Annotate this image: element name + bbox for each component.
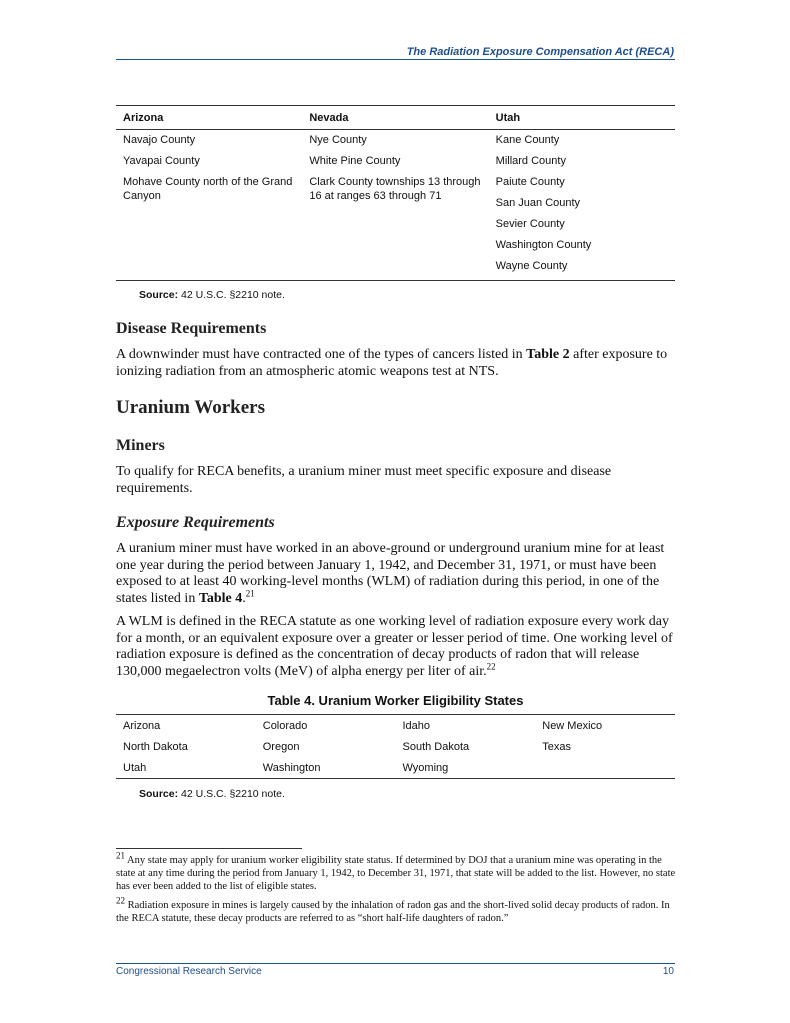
table-row [116,130,675,281]
uranium-workers-heading: Uranium Workers [116,397,266,418]
footnote-21 [116,850,678,893]
table-4-source-note [139,788,285,800]
state-cell: South Dakota [402,740,470,753]
state-cell: Utah [123,761,147,774]
state-cell: Texas [542,740,571,753]
eligibility-states-table [116,714,675,779]
exposure-paragraph-2 [116,614,676,680]
county-item: San Juan County [495,197,581,209]
nevada-column [302,130,488,281]
disease-requirements-heading: Disease Requirements [116,320,267,337]
footer-rule [116,963,675,964]
county-item: White Pine County [309,155,401,167]
county-item: Mohave County north of the Grand Canyon [123,176,293,202]
county-item: Paiute County [495,176,565,188]
footnote-ref-22[interactable]: 22 [486,660,496,671]
miners-heading: Miners [116,437,165,454]
counties-table [116,105,675,281]
disease-text: A downwinder must have contracted one of the types of cancers listed in [116,347,527,362]
utah-column [489,130,675,281]
county-item: Millard County [495,155,566,167]
state-cell: Washington [262,761,321,774]
page-number: 10 [662,966,674,977]
table-row [116,757,675,779]
exposure-paragraph-1 [116,541,676,607]
state-cell: Colorado [262,719,308,732]
footnote-22 [116,895,678,925]
state-cell: Oregon [262,740,300,753]
state-cell [535,757,675,779]
column-header-nevada: Nevada [302,106,488,130]
table-source-note [139,289,285,301]
footnote-separator [116,848,302,849]
exposure-text-end: . [242,590,246,606]
state-cell: New Mexico [542,719,603,732]
source-label: Source: [139,289,179,301]
disease-paragraph [116,347,676,380]
exposure-text: A uranium miner must have worked in an above-ground or underground uranium mine for at least one year during the period between January 1, 1942, and December 31, 1971, or must have been exposed to at least 40 working-level months (WLM) of radiation during this period, in one of the states listed in [116,541,665,606]
wlm-definition-text: A WLM is defined in the RECA statute as one working level of radiation exposure every work day for a month, or an equivalent exposure over a greater or lesser period of time. One working level of radiation exposure is defined as the concentration of decay products of radon that will release 130,000 megaelectron volts (MeV) of alpha energy per liter of air. [116,614,673,679]
table-4-caption: Table 4. Uranium Worker Eligibility States [267,693,524,708]
column-header-arizona: Arizona [116,106,302,130]
footnote-ref-21[interactable]: 21 [245,587,255,598]
county-item: Washington County [495,239,592,251]
disease-text-end: after exposure to ionizing radiation from an atmospheric atomic weapons test at NTS. [116,347,668,379]
exposure-requirements-heading: Exposure Requirements [116,514,275,531]
footnote-text: Radiation exposure in mines is largely caused by the inhalation of radon gas and the short-lived solid decay products of radon. In the RECA statute, these decay products are referred to as “short half-life daughters of radon.” [116,900,670,924]
state-cell: Arizona [123,719,161,732]
source-text: 42 U.S.C. §2210 note. [178,788,285,800]
footnote-number: 22 [116,895,125,906]
county-item: Yavapai County [123,155,200,167]
county-item: Navajo County [123,134,196,146]
miners-paragraph: To qualify for RECA benefits, a uranium miner must meet specific exposure and disease requirements. [116,464,612,496]
header-rule [116,59,675,60]
footer-publisher: Congressional Research Service [116,966,262,977]
county-item: Sevier County [495,218,565,230]
state-cell: Wyoming [402,761,449,774]
arizona-column [116,130,302,281]
county-item: Clark County townships 13 through 16 at ranges 63 through 71 [309,176,481,202]
table-header-row [116,106,675,130]
column-header-utah: Utah [489,106,675,130]
county-item: Wayne County [495,260,568,272]
table-row [116,715,675,737]
table-row [116,736,675,757]
county-item: Nye County [309,134,367,146]
county-item: Kane County [495,134,560,146]
table-2-reference: Table 2 [526,347,570,362]
footnote-number: 21 [116,850,125,861]
source-label: Source: [139,788,179,800]
table-4-reference: Table 4 [198,590,243,606]
running-header-title: The Radiation Exposure Compensation Act (RECA) [406,46,674,58]
source-text: 42 U.S.C. §2210 note. [178,289,285,301]
state-cell: Idaho [402,719,431,732]
footnote-text: Any state may apply for uranium worker eligibility state status. If determined by DOJ that a uranium mine was operating in the state at any time during the period from January 1, 1942, to December 31, 1971, that state will be added to the list. However, no state has ever been added to the list of eligible states. [116,855,676,892]
state-cell: North Dakota [123,740,188,753]
